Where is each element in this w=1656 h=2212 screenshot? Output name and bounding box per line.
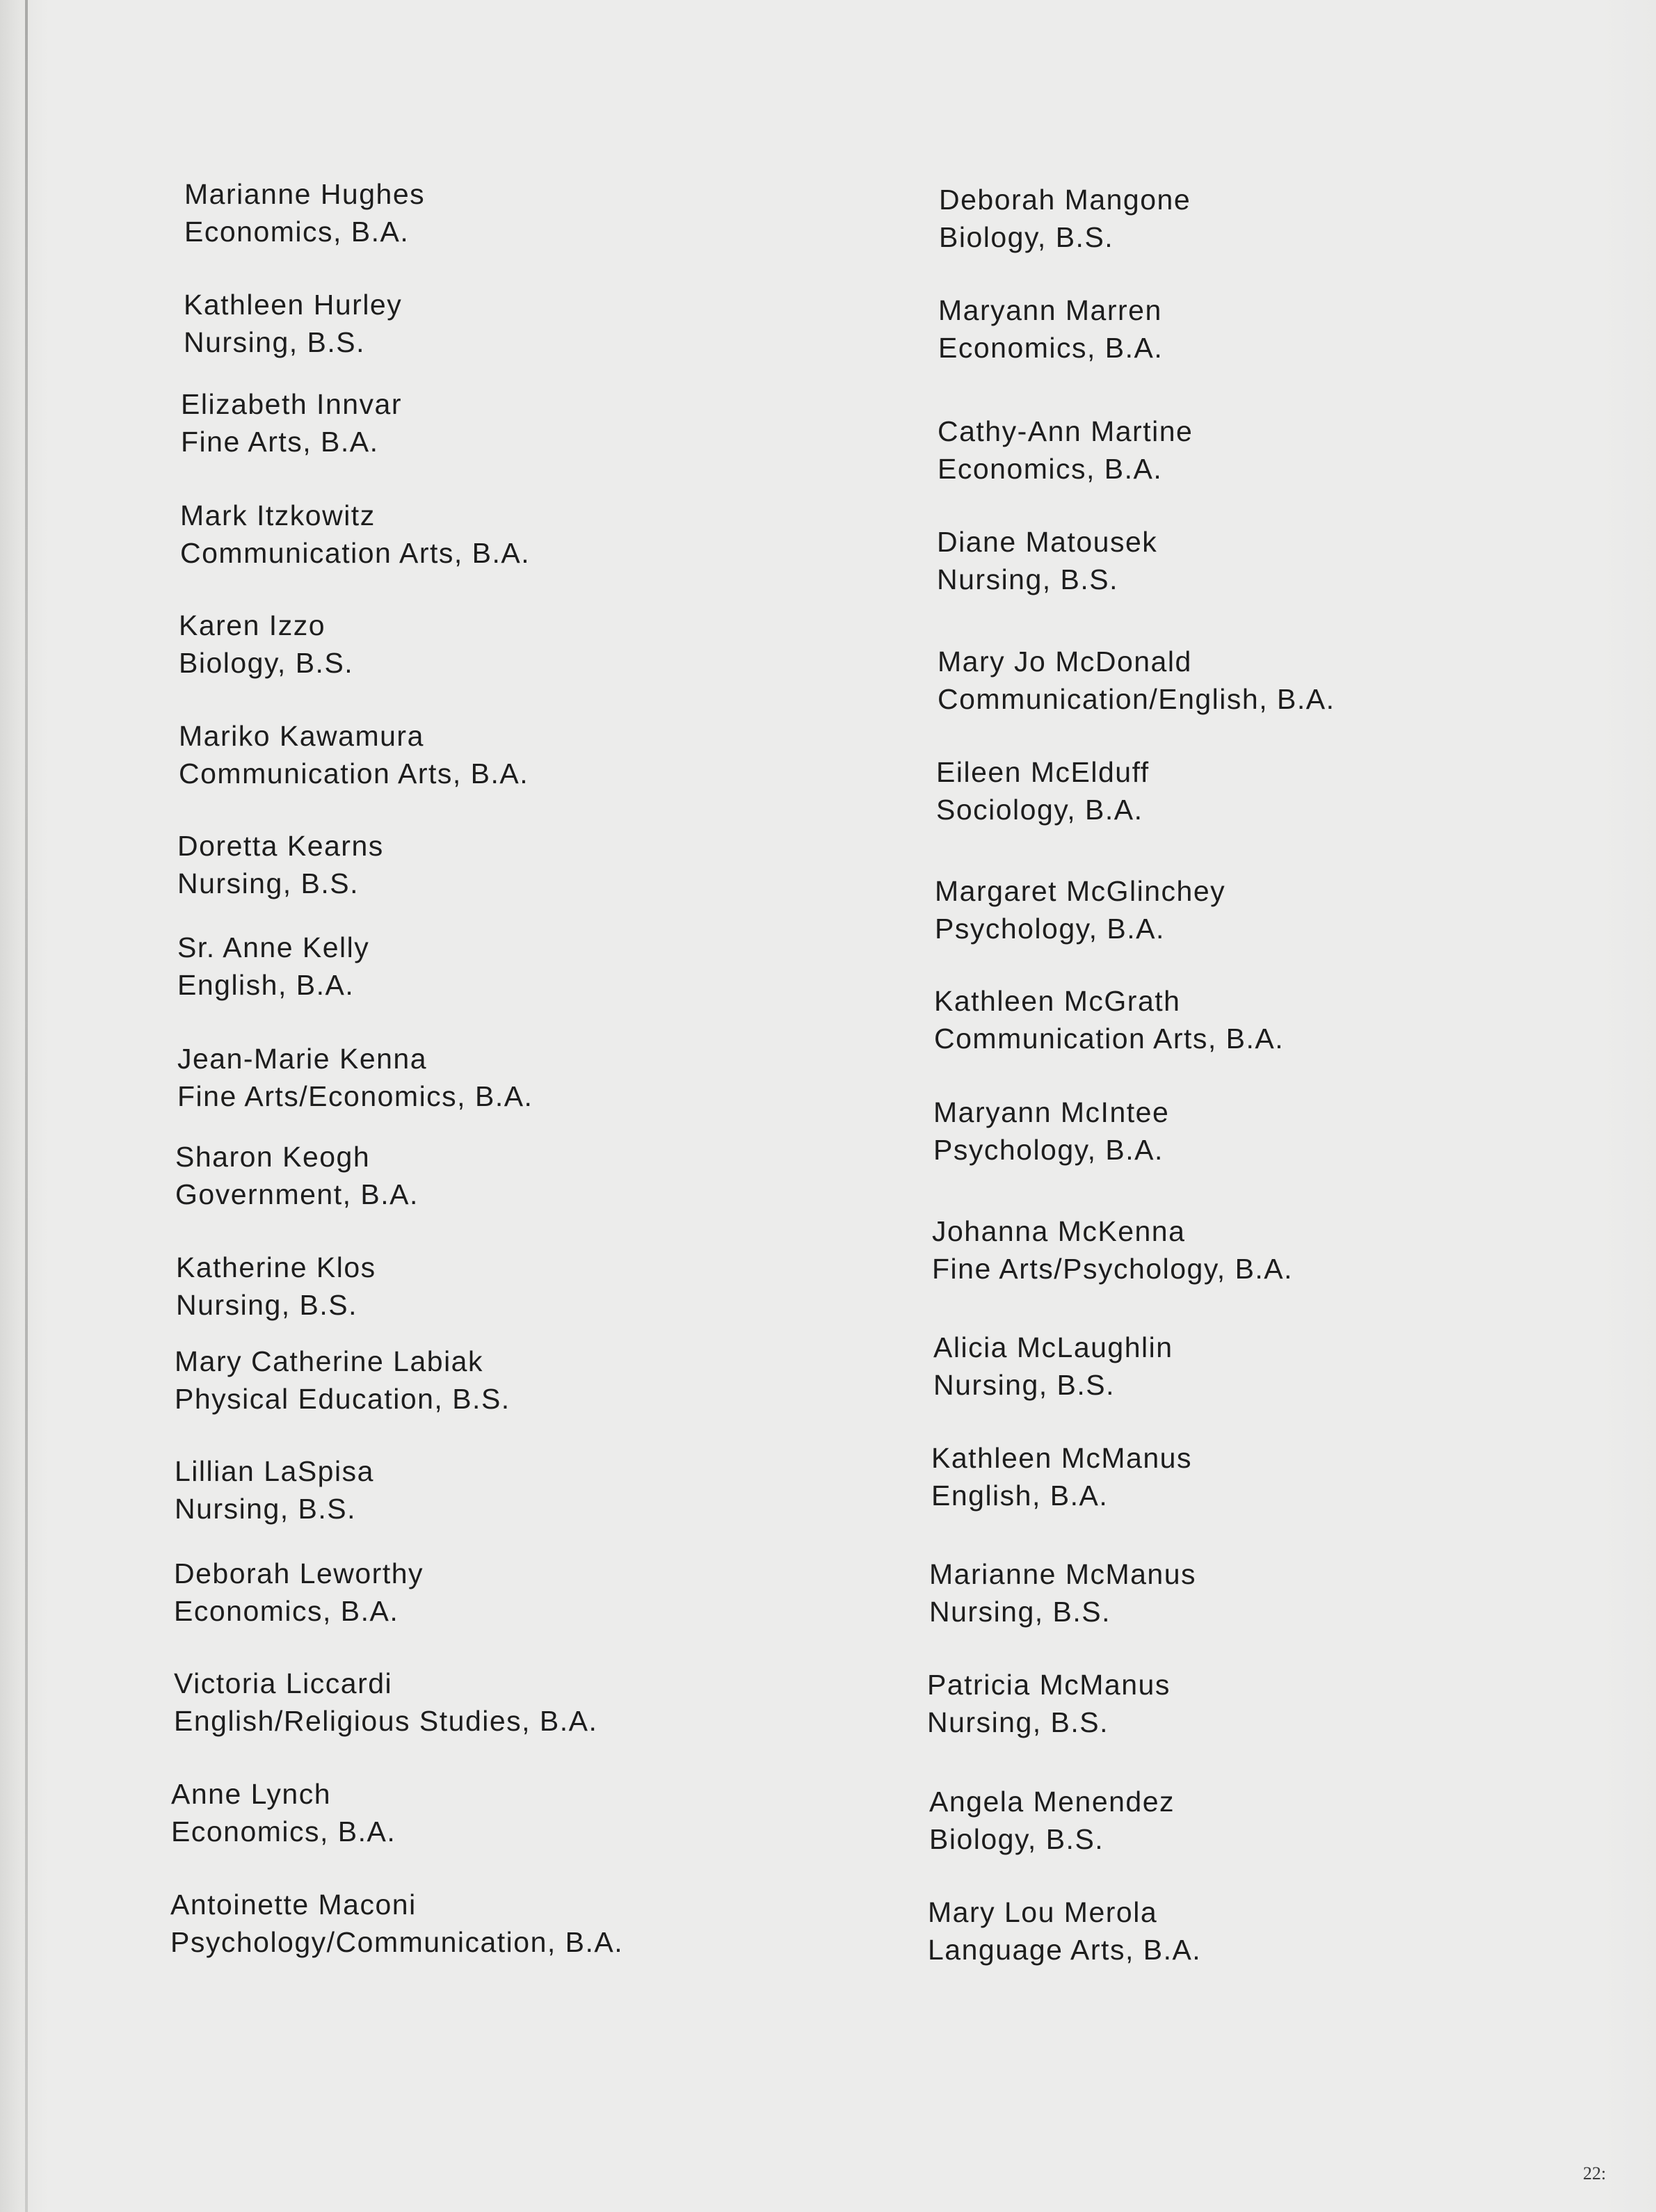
graduate-name: Jean-Marie Kenna — [177, 1043, 428, 1075]
graduate-degree: Biology, B.S. — [179, 647, 354, 679]
graduate-name: Kathleen McGrath — [934, 985, 1181, 1017]
graduate-entry — [179, 607, 353, 682]
graduate-name: Mary Lou Merola — [928, 1896, 1158, 1928]
graduate-name: Diane Matousek — [937, 526, 1158, 558]
graduate-entry — [937, 523, 1157, 598]
graduate-degree: Sociology, B.A. — [936, 794, 1143, 826]
graduate-entry — [935, 872, 1225, 947]
graduate-degree: English/Religious Studies, B.A. — [174, 1705, 598, 1737]
graduate-name: Deborah Leworthy — [174, 1557, 424, 1589]
graduate-entry — [184, 286, 402, 361]
graduate-name: Elizabeth Innvar — [181, 388, 403, 420]
graduate-degree: Nursing, B.S. — [176, 1289, 358, 1321]
graduate-entry — [171, 1775, 396, 1850]
graduate-name: Sharon Keogh — [175, 1141, 371, 1173]
graduate-name: Lillian LaSpisa — [175, 1455, 374, 1487]
graduate-entry — [179, 717, 529, 792]
graduate-entry — [177, 929, 369, 1004]
graduate-entry — [936, 753, 1150, 828]
graduate-entry — [939, 181, 1191, 256]
graduate-entry — [932, 1212, 1293, 1288]
graduate-name: Patricia McManus — [927, 1669, 1171, 1701]
graduate-degree: Language Arts, B.A. — [928, 1934, 1202, 1966]
graduate-degree: Government, B.A. — [175, 1178, 419, 1210]
graduate-name: Cathy-Ann Martine — [938, 415, 1193, 447]
graduate-degree: Psychology, B.A. — [935, 913, 1165, 945]
graduate-name: Sr. Anne Kelly — [177, 931, 370, 963]
graduate-entry — [175, 1343, 511, 1418]
graduate-entry — [938, 412, 1193, 488]
graduate-entry — [174, 1555, 424, 1630]
graduate-name: Karen Izzo — [179, 609, 325, 641]
graduate-entry — [170, 1886, 623, 1961]
graduate-entry — [938, 291, 1163, 367]
graduate-degree: Psychology/Communication, B.A. — [170, 1926, 624, 1958]
graduate-entry — [933, 1329, 1173, 1404]
graduate-degree: Economics, B.A. — [938, 332, 1164, 364]
graduate-name: Kathleen McManus — [931, 1442, 1192, 1474]
graduate-entry — [177, 1040, 533, 1115]
graduate-entry — [938, 643, 1335, 718]
graduate-name: Mary Catherine Labiak — [175, 1345, 483, 1377]
graduate-name: Eileen McElduff — [936, 756, 1150, 788]
graduate-degree: Communication Arts, B.A. — [179, 758, 529, 790]
graduate-degree: Communication Arts, B.A. — [180, 537, 531, 569]
graduate-name: Marianne Hughes — [184, 178, 426, 210]
graduate-name: Mark Itzkowitz — [180, 499, 376, 531]
graduate-entry — [175, 1138, 419, 1213]
graduate-entry — [934, 982, 1284, 1057]
graduate-name: Doretta Kearns — [177, 830, 384, 862]
graduate-name: Mariko Kawamura — [179, 720, 424, 752]
graduate-degree: Economics, B.A. — [938, 453, 1163, 485]
graduate-name: Katherine Klos — [176, 1251, 376, 1283]
graduate-degree: Communication/English, B.A. — [938, 683, 1335, 715]
graduate-name: Antoinette Maconi — [170, 1889, 417, 1921]
graduate-degree: Psychology, B.A. — [933, 1134, 1164, 1166]
graduate-degree: Communication Arts, B.A. — [934, 1023, 1285, 1055]
graduate-degree: Biology, B.S. — [929, 1823, 1104, 1855]
graduate-entry — [929, 1783, 1175, 1858]
graduate-degree: Biology, B.S. — [939, 221, 1114, 253]
graduate-name: Deborah Mangone — [939, 184, 1191, 216]
graduate-name: Angela Menendez — [929, 1786, 1175, 1818]
graduate-entry — [929, 1555, 1196, 1630]
graduate-degree: Nursing, B.S. — [929, 1596, 1111, 1628]
graduate-name: Marianne McManus — [929, 1558, 1197, 1590]
graduate-name: Anne Lynch — [171, 1778, 332, 1810]
graduate-degree: Nursing, B.S. — [177, 867, 360, 899]
graduate-name: Margaret McGlinchey — [935, 875, 1226, 907]
graduate-name: Johanna McKenna — [932, 1215, 1186, 1247]
graduate-entry — [928, 1893, 1201, 1969]
graduate-degree: Economics, B.A. — [171, 1816, 396, 1848]
graduate-degree: Economics, B.A. — [174, 1595, 399, 1627]
graduate-name: Mary Jo McDonald — [938, 646, 1192, 678]
graduate-entry — [176, 1249, 376, 1324]
page-number: 22: — [1583, 2163, 1607, 2183]
graduate-degree: Fine Arts/Psychology, B.A. — [932, 1253, 1294, 1285]
graduate-degree: English, B.A. — [931, 1480, 1109, 1512]
graduate-degree: Nursing, B.S. — [933, 1369, 1116, 1401]
graduate-degree: Economics, B.A. — [184, 216, 410, 248]
graduate-entry — [181, 385, 402, 460]
graduate-degree: Nursing, B.S. — [175, 1493, 357, 1525]
graduate-entry — [174, 1665, 597, 1740]
graduate-degree: Nursing, B.S. — [927, 1706, 1109, 1738]
graduate-name: Victoria Liccardi — [174, 1667, 393, 1699]
graduate-name: Maryann Marren — [938, 294, 1162, 326]
graduate-degree: Nursing, B.S. — [937, 563, 1119, 595]
graduate-degree: Physical Education, B.S. — [175, 1383, 511, 1415]
graduate-degree: English, B.A. — [177, 969, 355, 1001]
graduate-degree: Fine Arts, B.A. — [181, 426, 379, 458]
graduate-entry — [184, 175, 425, 250]
graduate-name: Maryann McIntee — [933, 1096, 1170, 1128]
graduate-entry — [931, 1439, 1192, 1514]
graduate-name: Kathleen Hurley — [184, 289, 403, 321]
graduate-entry — [933, 1093, 1169, 1169]
graduate-entry — [180, 497, 530, 572]
graduate-entry — [175, 1452, 374, 1528]
graduate-degree: Fine Arts/Economics, B.A. — [177, 1080, 533, 1112]
graduate-degree: Nursing, B.S. — [184, 326, 366, 358]
graduate-entry — [177, 827, 384, 902]
graduate-name: Alicia McLaughlin — [933, 1331, 1173, 1363]
graduate-entry — [927, 1666, 1171, 1741]
binding-gutter — [25, 0, 28, 2212]
